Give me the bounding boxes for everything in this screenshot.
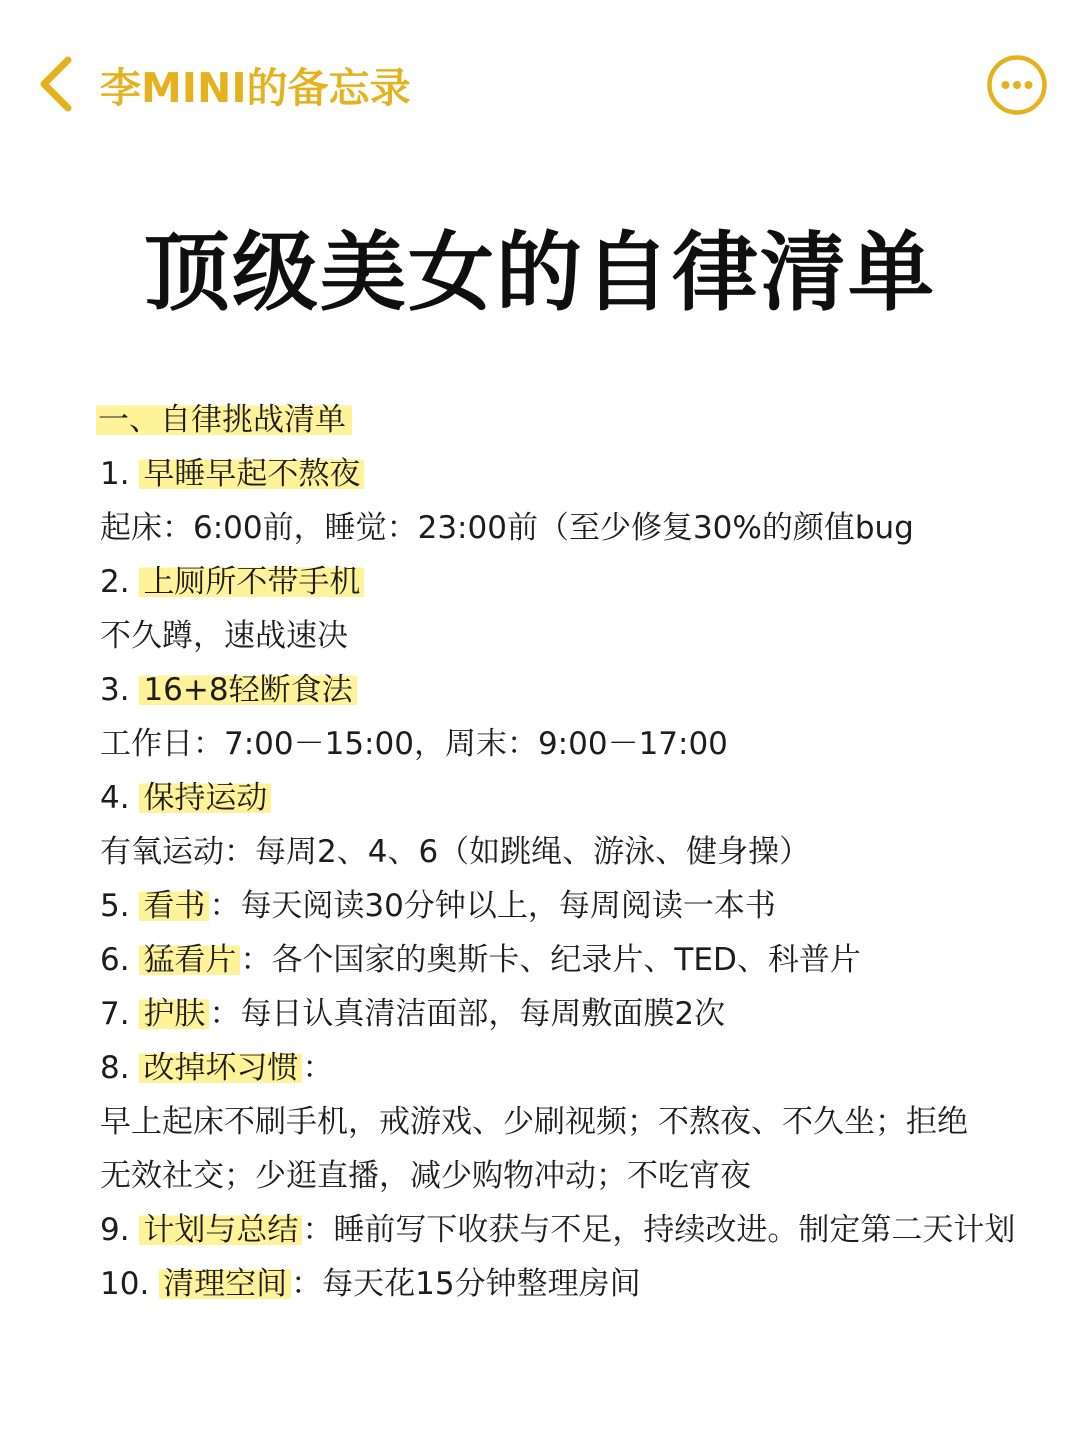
list-item [100, 1041, 980, 1095]
section-heading [100, 393, 980, 447]
item-label: 16+8轻断食法 [139, 672, 356, 708]
item-detail: 不久蹲，速战速决 [100, 618, 348, 654]
item-text: 每天花15分钟整理房间 [322, 1266, 641, 1302]
more-options-icon [986, 54, 1048, 116]
list-item [100, 987, 980, 1041]
chevron-left-icon [36, 54, 76, 114]
list-item [100, 663, 980, 717]
back-label: 李MINI的备忘录 [100, 63, 411, 112]
page-title: 顶级美女的自律清单 [144, 223, 936, 323]
item-text: 睡前写下收获与不足，持续改进。制定第二天计划 [333, 1212, 1016, 1248]
list-item [100, 555, 980, 609]
item-separator: ： [240, 942, 272, 978]
item-label: 早睡早起不熬夜 [139, 456, 364, 492]
item-detail: 早上起床不刷手机，戒游戏、少刷视频；不熬夜、不久坐；拒绝无效社交；少逛直播，减少购物冲动；不吃宵夜 [100, 1104, 968, 1194]
list-item [100, 447, 980, 501]
list-item [100, 933, 980, 987]
item-text: 每天阅读30分钟以上，每周阅读一本书 [240, 888, 776, 924]
item-label: 上厕所不带手机 [139, 564, 364, 600]
item-detail: 工作日：7:00－15:00，周末：9:00－17:00 [100, 726, 728, 762]
item-number: 3. [100, 672, 130, 708]
item-number: 4. [100, 780, 130, 816]
item-text: 各个国家的奥斯卡、纪录片、TED、科普片 [271, 942, 861, 978]
list-item [100, 1203, 1016, 1257]
list-item [100, 879, 980, 933]
back-button[interactable] [36, 52, 411, 116]
item-detail: 起床：6:00前，睡觉：23:00前（至少修复30%的颜值bug [100, 510, 914, 546]
item-number: 9. [100, 1212, 130, 1248]
item-label: 清理空间 [159, 1266, 291, 1302]
list-item [100, 1257, 980, 1311]
note-content [98, 393, 1016, 1311]
item-number: 7. [100, 996, 130, 1032]
more-options-button[interactable] [986, 54, 1048, 116]
item-label: 改掉坏习惯 [139, 1050, 302, 1086]
item-label: 护肤 [139, 996, 209, 1032]
item-separator: ： [209, 996, 241, 1032]
item-number: 10. [100, 1266, 150, 1302]
item-number: 5. [100, 888, 130, 924]
item-text: 每日认真清洁面部，每周敷面膜2次 [240, 996, 726, 1032]
top-bar [0, 0, 1080, 170]
list-item [100, 771, 980, 825]
checklist [100, 447, 1016, 1311]
item-detail: 有氧运动：每周2、4、6（如跳绳、游泳、健身操） [100, 834, 811, 870]
item-separator: ： [302, 1050, 334, 1086]
item-label: 看书 [139, 888, 209, 924]
item-number: 2. [100, 564, 130, 600]
item-label: 猛看片 [139, 942, 240, 978]
item-separator: ： [291, 1266, 323, 1302]
item-number: 6. [100, 942, 130, 978]
item-label: 保持运动 [139, 780, 271, 816]
section-heading-text: 一、自律挑战清单 [96, 402, 352, 438]
item-label: 计划与总结 [139, 1212, 302, 1248]
item-number: 8. [100, 1050, 130, 1086]
item-number: 1. [100, 456, 130, 492]
item-separator: ： [209, 888, 241, 924]
item-separator: ： [302, 1212, 334, 1248]
